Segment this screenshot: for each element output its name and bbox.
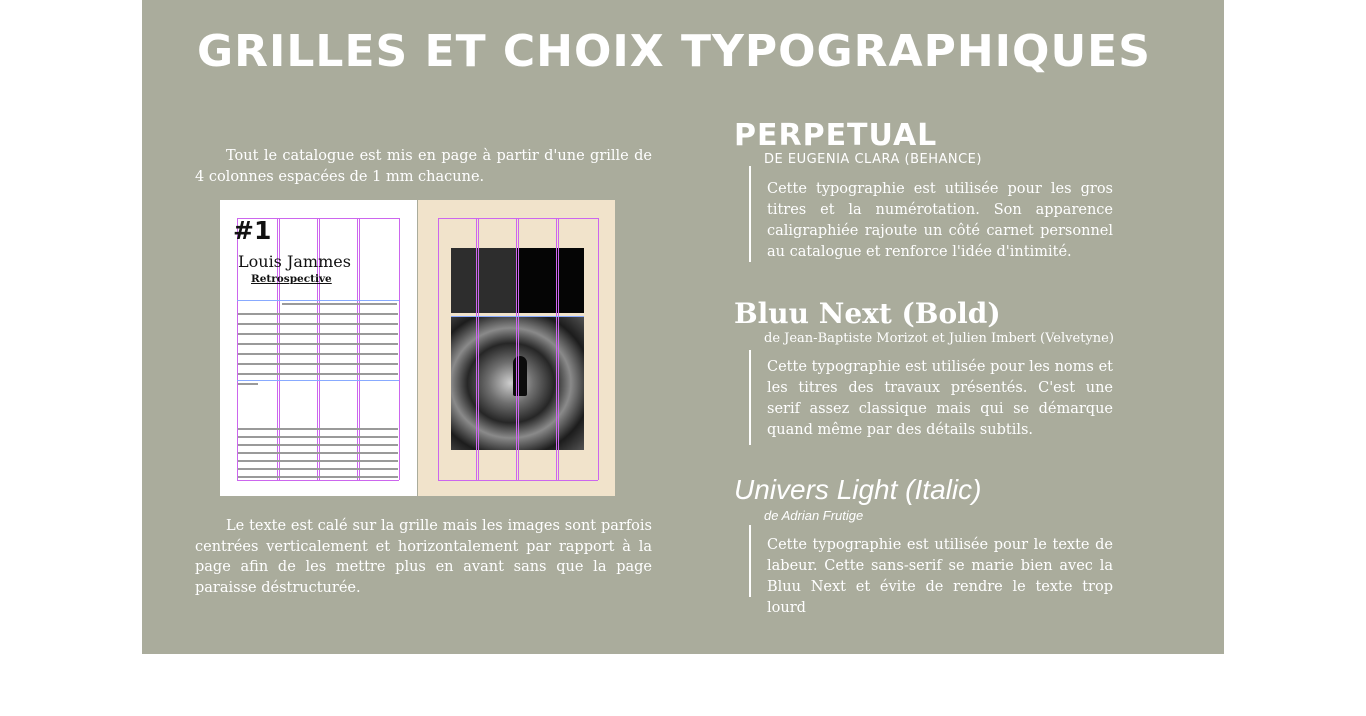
grid-column-guide	[518, 218, 519, 480]
artwork-image	[451, 248, 516, 313]
body-text-line	[238, 436, 398, 438]
spread-number: #1	[233, 216, 272, 245]
body-text-line	[238, 476, 398, 478]
font-description-bluu-next: Cette typographie est utilisée pour les noms et les titres des travaux présentés. C'est une serif assez classique mais qui se démarque quand même par des détails subtils.	[767, 359, 1113, 438]
body-text-line	[238, 323, 398, 325]
grid-column-guide	[357, 218, 358, 480]
grid-column-guide	[438, 218, 439, 480]
grid-row-guide	[438, 218, 598, 219]
quote-bar	[749, 350, 751, 445]
spread-right-page	[418, 200, 615, 496]
font-description-perpetual: Cette typographie est utilisée pour les gros titres et la numérotation. Son apparence caligraphiée rajoute un côté carnet personnel au catalogue et renforce l'idée d'intimité.	[767, 181, 1113, 260]
body-text-line	[238, 383, 258, 385]
font-description-univers-light: Cette typographie est utilisée pour le texte de labeur. Cette sans-serif se marie bien avec la Bluu Next et évite de rendre le texte trop lourd	[767, 537, 1113, 616]
grid-column-guide	[399, 218, 400, 480]
body-text-line	[238, 353, 398, 355]
body-text-line	[282, 303, 397, 305]
body-text-line	[238, 452, 398, 454]
slide	[142, 0, 1224, 654]
spread-artist-name: Louis Jammes	[238, 252, 351, 271]
spread-subtitle: Retrospective	[251, 273, 332, 285]
baseline-guide	[237, 380, 399, 381]
font-name-univers-light: Univers Light (Italic)	[734, 474, 982, 505]
body-text-line	[238, 363, 398, 365]
body-text-line	[238, 333, 398, 335]
body-text-line	[238, 468, 398, 470]
body-text-line	[238, 444, 398, 446]
spread-left-page	[220, 200, 417, 496]
font-author-univers-light: de Adrian Frutige	[764, 508, 864, 523]
grid-column-guide	[598, 218, 599, 480]
font-name-bluu-next: Bluu Next (Bold)	[734, 297, 1001, 330]
artwork-image	[517, 248, 584, 313]
body-text-line	[238, 460, 398, 462]
quote-bar	[749, 525, 751, 597]
grid-column-guide	[476, 218, 477, 480]
font-author-bluu-next: de Jean-Baptiste Morizot et Julien Imbert (Velvetyne)	[764, 331, 1114, 346]
grid-column-guide	[558, 218, 559, 480]
body-text-line	[238, 343, 398, 345]
slide-title: GRILLES ET CHOIX TYPOGRAPHIQUES	[197, 26, 1151, 77]
grid-row-guide	[237, 480, 399, 481]
body-text-line	[238, 313, 398, 315]
grid-column-guide	[478, 218, 479, 480]
grid-outro-text: Le texte est calé sur la grille mais les images sont parfois centrées verticalement et horizontalement par rapport à la page afin de les mettre plus en avant sans que la page paraisse déstructurée.	[195, 518, 652, 596]
body-text-line	[238, 373, 398, 375]
baseline-guide	[451, 316, 584, 317]
body-text-line	[238, 428, 398, 430]
grid-row-guide	[438, 480, 598, 481]
grid-intro-text: Tout le catalogue est mis en page à partir d'une grille de 4 colonnes espacées de 1 mm chacune.	[195, 148, 652, 185]
grid-column-guide	[516, 218, 517, 480]
baseline-guide	[237, 300, 399, 301]
font-name-perpetual: PERPETUAL	[734, 118, 938, 153]
grid-column-guide	[359, 218, 360, 480]
grid-column-guide	[556, 218, 557, 480]
catalogue-spread-preview	[220, 200, 615, 496]
font-author-perpetual: DE EUGENIA CLARA (BEHANCE)	[764, 152, 982, 167]
quote-bar	[749, 166, 751, 262]
